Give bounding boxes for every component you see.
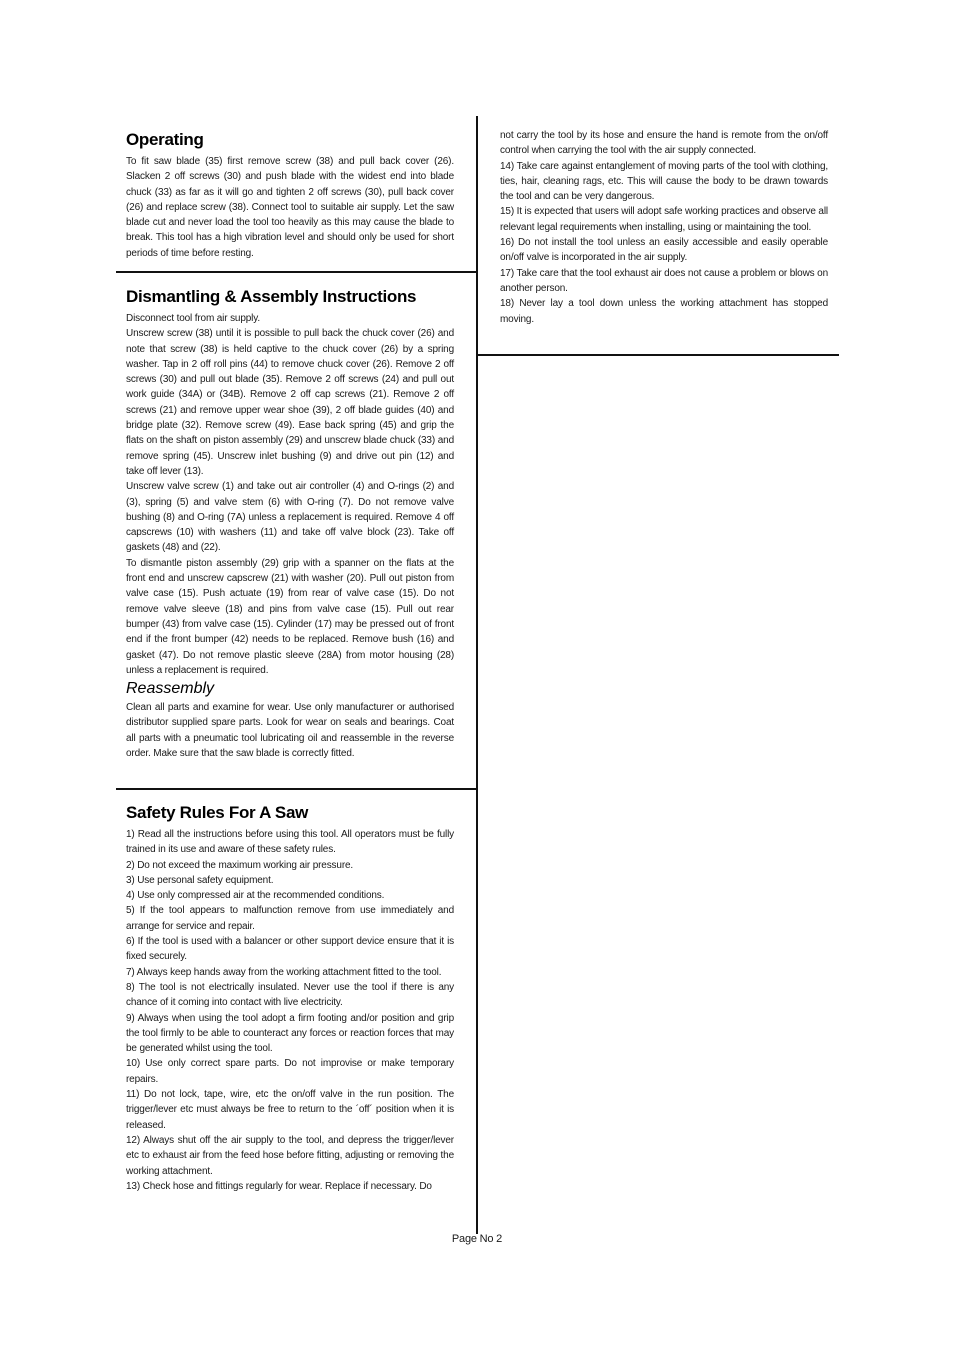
safety-rule: 17) Take care that the tool exhaust air does not cause a problem or blows on another person.: [500, 267, 828, 294]
dismantling-paragraph: To dismantle piston assembly (29) grip with a spanner on the flats at the front end and unscrew capscrew (21) with washer (20). Pull out piston from valve case (15). Push actuate (19) from rear of valve case (15). Do not remove valve sleeve (18) and pins from valve case (15). Pull out rear bumper (43) from valve case (15). Cylinder (17) may be pressed out of front end if the front bumper (42) needs to be replaced. Remove bush (16) and gasket (47). Do not remove plastic sleeve (28A) from motor housing (28) unless a replacement is required.: [126, 557, 454, 676]
safety-rule: 14) Take care against entanglement of moving parts of the tool with clothing, ties, hair, cleaning rags, etc. This will cause the body to be drawn towards the tool and can be very dangerous.: [500, 160, 828, 203]
safety-section: [126, 803, 454, 1194]
page-number: Page No 2: [451, 1233, 503, 1245]
safety-rule: 12) Always shut off the air supply to the tool, and depress the trigger/lever etc to exhaust air from the feed hose before fitting, adjusting or removing the working attachment.: [126, 1134, 454, 1177]
operating-text: To fit saw blade (35) first remove screw (38) and pull back cover (26). Slacken 2 off screws (30) and push blade with the widest end into blade chuck (33) as far as it will go and tighten 2 off screws (30), pull back cover (26) and replace screw (38). Connect tool to suitable air supply. Let the saw blade cut and never load the tool too heavily as this may cause the blade to break. This tool has a high vibration level and should only be used for short periods of time before resting.: [126, 156, 454, 259]
safety-rule: not carry the tool by its hose and ensure the hand is remote from the on/off control when carrying the tool with the air supply connected.: [500, 130, 828, 157]
safety-heading: Safety Rules For A Saw: [126, 803, 309, 822]
safety-rule: 11) Do not lock, tape, wire, etc the on/off valve in the run position. The trigger/lever etc must always be free to return to the ´off´ position when it is released.: [126, 1089, 454, 1131]
safety-rule: 7) Always keep hands away from the working attachment fitted to the tool.: [126, 966, 442, 978]
dismantling-paragraph: Disconnect tool from air supply.: [126, 313, 260, 324]
right-column-end-divider: [477, 354, 839, 356]
safety-rule: 6) If the tool is used with a balancer or other support device ensure that it is fixed securely.: [126, 936, 454, 963]
safety-rule: 3) Use personal safety equipment.: [126, 874, 274, 886]
safety-rule: 16) Do not install the tool unless an easily accessible and easily operable on/off valve is incorporated in the air supply.: [500, 237, 828, 264]
safety-rule: 9) Always when using the tool adopt a firm footing and/or position and grip the tool firmly to be able to counteract any forces or reaction forces that may be generated whilst using the tool.: [126, 1012, 454, 1055]
safety-rule: 5) If the tool appears to malfunction remove from use immediately and arrange for service and repair.: [126, 905, 454, 932]
section-divider-operating: [116, 271, 477, 273]
dismantling-section: [126, 287, 454, 761]
section-divider-dismantling: [116, 788, 477, 790]
column-divider: [476, 116, 478, 1234]
safety-rule: 15) It is expected that users will adopt safe working practices and observe all relevant legal requirements when installing, using or maintaining the tool.: [500, 206, 828, 233]
reassembly-heading: Reassembly: [126, 680, 215, 698]
safety-rule: 8) The tool is not electrically insulated. Never use the tool if there is any chance of it coming into contact with live electricity.: [126, 981, 454, 1009]
operating-heading: Operating: [126, 130, 204, 149]
safety-rule: 2) Do not exceed the maximum working air pressure.: [126, 859, 354, 871]
safety-rule: 13) Check hose and fittings regularly for wear. Replace if necessary. Do: [126, 1180, 432, 1192]
dismantling-paragraph: Unscrew screw (38) until it is possible to pull back the chuck cover (26) and note that screw (38) is held captive to the chuck cover (26) by a spring washer. Tap in 2 off roll pins (44) to remove chuck cover (26). Remove 2 off screws (30) and pull out blade (35). Remove 2 off screws (24) and pull out work guide (34A) or (34B). Remove 2 off cap screws (21). Remove 2 off screws (21) and remove upper wear shoe (39), 2 off blade guides (40) and bridge plate (32). Remove screw (49). Ease back spring (45) and grip the flats on the shaft on piston assembly (29) and unscrew blade chuck (33) and remove spring (45). Unscrew inlet bushing (9) and drive out pin (12) and take off lever (13).: [126, 328, 454, 477]
dismantling-paragraph: Unscrew valve screw (1) and take out air controller (4) and O-rings (2) and (3), spring (5) and valve stem (6) with O-ring (7). Do not remove valve bushing (8) and O-ring (7A) unless a replacement is required. Remove 4 off capscrews (10) with washers (11) and take off valve block (23). Take off gaskets (48) and (22).: [126, 481, 454, 554]
operating-section: [126, 130, 454, 261]
safety-rule: 1) Read all the instructions before using this tool. All operators must be fully trained in its use and aware of these safety rules.: [126, 829, 454, 856]
reassembly-text: Clean all parts and examine for wear. Use only manufacturer or authorised distributor supplied spare parts. Look for wear on seals and bearings. Coat all parts with a pneumatic tool lubricating oil and reassemble in the reverse order. Make sure that the saw blade is correctly fitted.: [126, 702, 454, 760]
safety-rule: 10) Use only correct spare parts. Do not improvise or make temporary repairs.: [126, 1058, 454, 1085]
safety-rule: 4) Use only compressed air at the recommended conditions.: [126, 890, 385, 902]
dismantling-heading: Dismantling & Assembly Instructions: [126, 287, 417, 306]
safety-rule: 18) Never lay a tool down unless the working attachment has stopped moving.: [500, 298, 828, 325]
safety-continuation: [500, 128, 828, 327]
